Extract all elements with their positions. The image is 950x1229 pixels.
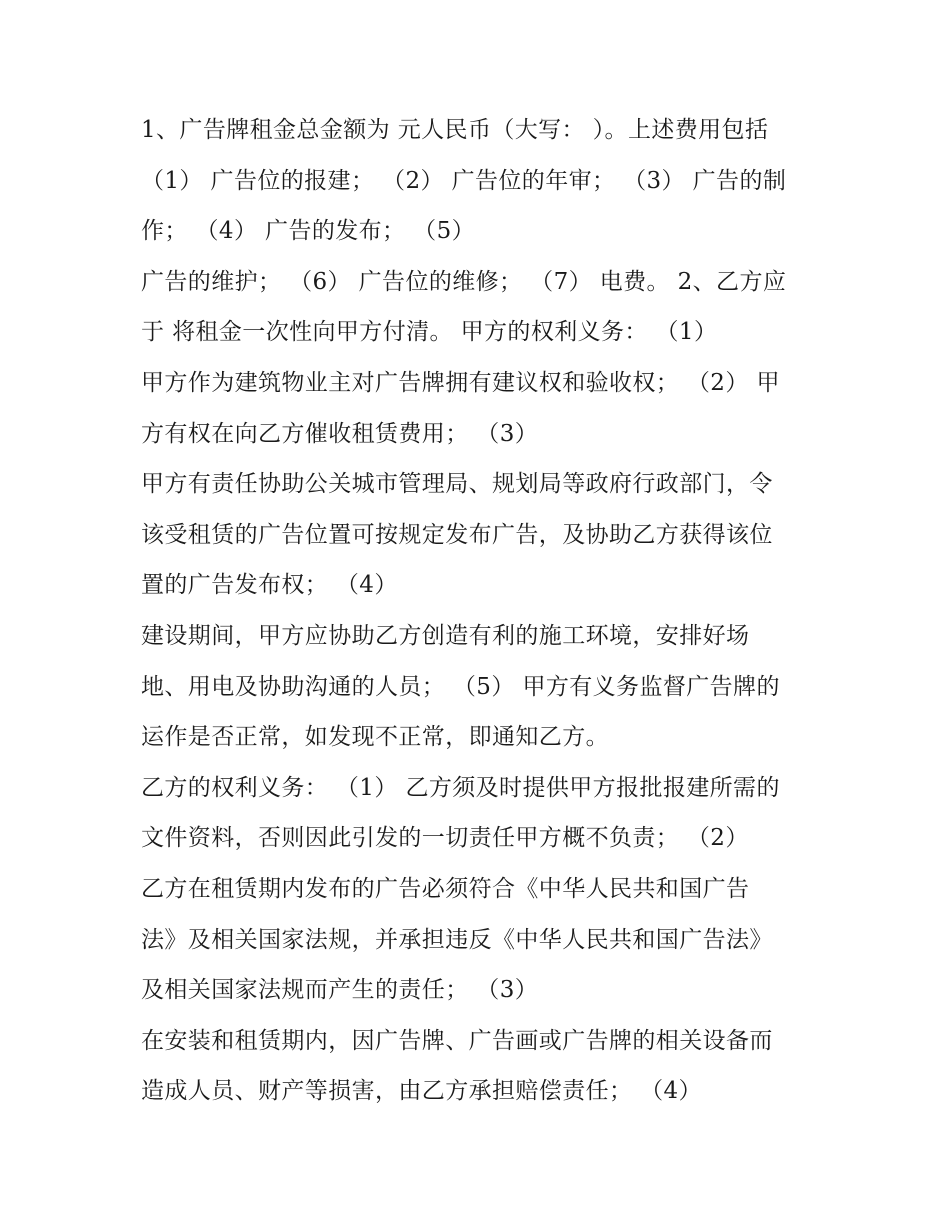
text-line: 于 将租金一次性向甲方付清。 甲方的权利义务： （1） bbox=[141, 319, 718, 345]
text-line: 建设期间，甲方应协助乙方创造有利的施工环境，安排好场 bbox=[141, 623, 750, 649]
text-line: 甲方作为建筑物业主对广告牌拥有建议权和验收权； （2） 甲 bbox=[141, 370, 780, 396]
text-line: 该受租赁的广告位置可按规定发布广告，及协助乙方获得该位 bbox=[141, 522, 773, 548]
text-line: 在安装和租赁期内，因广告牌、广告画或广告牌的相关设备而 bbox=[141, 1028, 773, 1054]
text-line: 作； （4） 广告的发布； （5） bbox=[141, 218, 475, 244]
text-line: 广告的维护； （6） 广告位的维修； （7） 电费。 2、乙方应 bbox=[141, 269, 787, 295]
text-line: 及相关国家法规而产生的责任； （3） bbox=[141, 977, 539, 1003]
text-line: 甲方有责任协助公关城市管理局、规划局等政府行政部门，令 bbox=[141, 471, 773, 497]
text-line: （1） 广告位的报建； （2） 广告位的年审； （3） 广告的制 bbox=[141, 168, 787, 194]
text-line: 乙方的权利义务： （1） 乙方须及时提供甲方报批报建所需的 bbox=[141, 775, 780, 801]
text-line: 方有权在向乙方催收租赁费用； （3） bbox=[141, 421, 539, 447]
text-line: 文件资料，否则因此引发的一切责任甲方概不负责； （2） bbox=[141, 825, 749, 851]
text-line: 置的广告发布权； （4） bbox=[141, 572, 398, 598]
text-line: 乙方在租赁期内发布的广告必须符合《中华人民共和国广告 bbox=[141, 876, 750, 902]
text-line: 运作是否正常，如发现不正常，即通知乙方。 bbox=[141, 724, 609, 750]
text-line: 1、广告牌租金总金额为 元人民币（大写： ）。上述费用包括 bbox=[141, 117, 769, 143]
text-line: 法》及相关国家法规，并承担违反《中华人民共和国广告法》 bbox=[141, 927, 773, 953]
text-line: 地、用电及协助沟通的人员； （5） 甲方有义务监督广告牌的 bbox=[141, 674, 780, 700]
text-line: 造成人员、财产等损害，由乙方承担赔偿责任； （4） bbox=[141, 1078, 702, 1104]
